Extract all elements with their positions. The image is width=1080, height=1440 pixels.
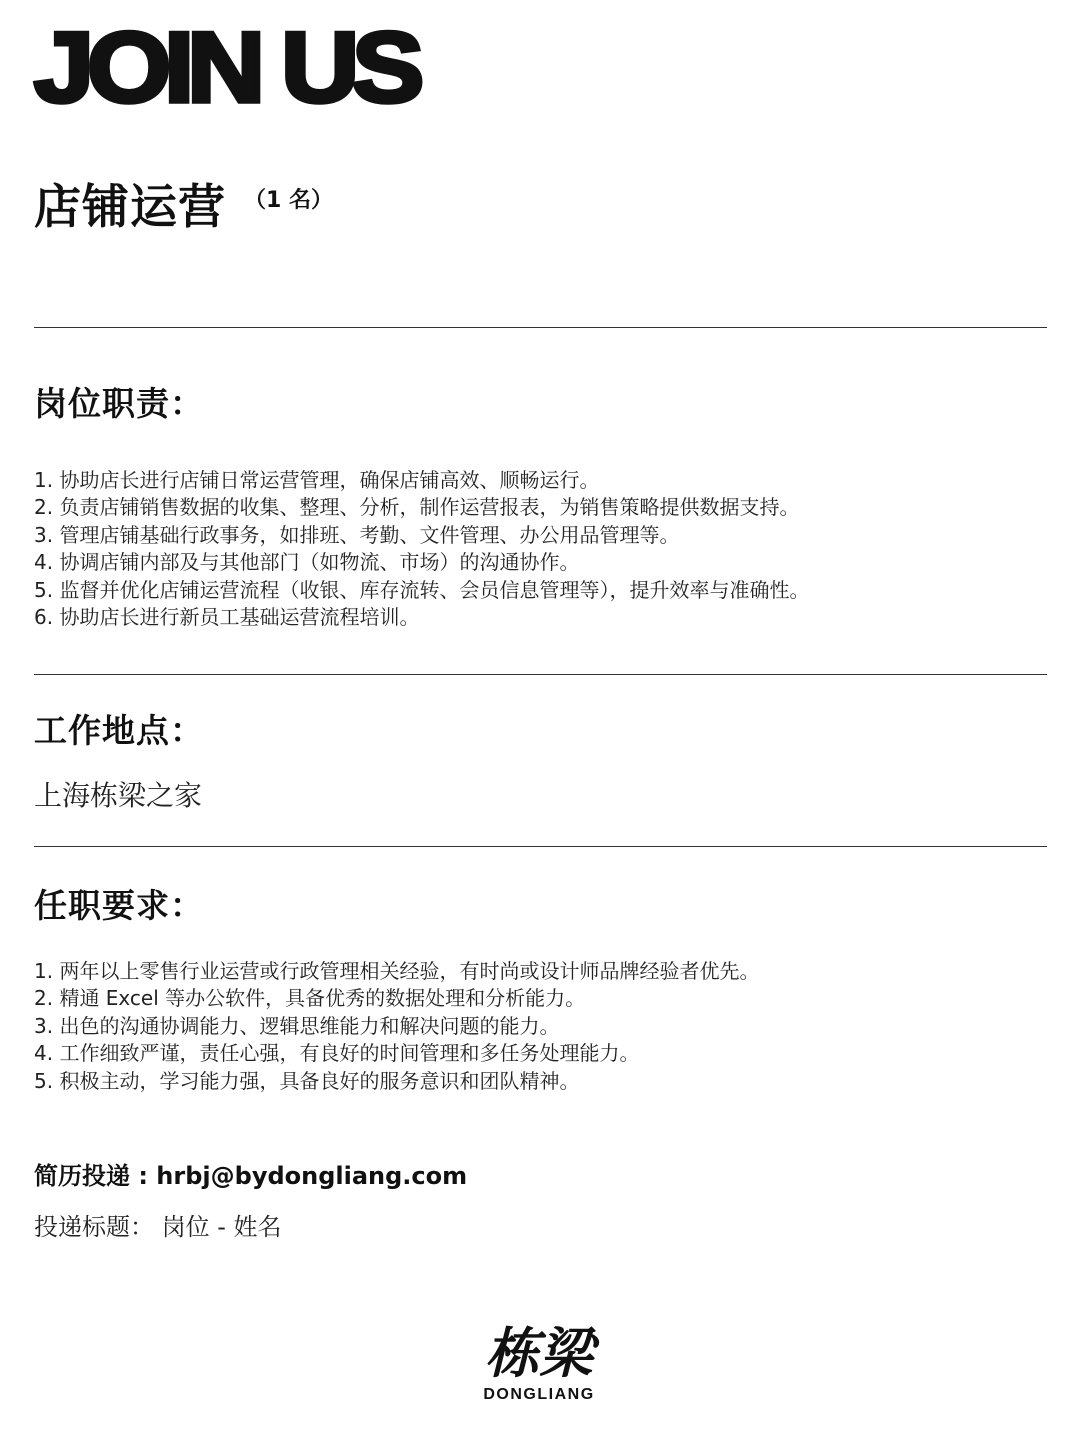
logo-chinese: 栋梁	[485, 1321, 593, 1385]
responsibilities-heading: 岗位职责：	[34, 384, 204, 423]
list-item: 4. 协调店铺内部及与其他部门（如物流、市场）的沟通协作。	[34, 550, 580, 575]
list-item: 5. 积极主动，学习能力强，具备良好的服务意识和团队精神。	[34, 1068, 580, 1093]
list-item: 6. 协助店长进行新员工基础运营流程培训。	[34, 605, 420, 630]
resume-email[interactable]: 简历投递 : hrbj@bydongliang.com	[34, 1162, 468, 1190]
email-subject-format: 投递标题： 岗位 - 姓名	[34, 1213, 282, 1241]
responsibilities-list	[34, 467, 1047, 631]
dongliang-logo	[474, 1321, 604, 1404]
list-item: 3. 管理店铺基础行政事务，如排班、考勤、文件管理、办公用品管理等。	[34, 522, 680, 547]
job-count: （1 名）	[244, 188, 333, 213]
list-item: 5. 监督并优化店铺运营流程（收银、库存流转、会员信息管理等），提升效率与准确性。	[34, 577, 810, 602]
location-heading: 工作地点：	[34, 711, 204, 750]
job-posting	[34, 0, 1047, 1440]
location-value: 上海栋梁之家	[34, 779, 203, 812]
list-item: 1. 两年以上零售行业运营或行政管理相关经验，有时尚或设计师品牌经验者优先。	[34, 959, 760, 983]
requirements-list	[34, 958, 1047, 1095]
list-item: 3. 出色的沟通协调能力、逻辑思维能力和解决问题的能力。	[34, 1013, 560, 1038]
list-item: 4. 工作细致严谨，责任心强，有良好的时间管理和多任务处理能力。	[34, 1041, 640, 1066]
job-heading	[34, 170, 333, 237]
requirements-heading: 任职要求：	[34, 886, 204, 925]
hero-title: JOIN US	[34, 11, 418, 123]
list-item: 2. 负责店铺销售数据的收集、整理、分析，制作运营报表，为销售策略提供数据支持。	[34, 495, 800, 520]
list-item: 1. 协助店长进行店铺日常运营管理，确保店铺高效、顺畅运行。	[34, 468, 600, 492]
divider-2	[34, 674, 1047, 675]
job-title: 店铺运营	[34, 180, 226, 235]
logo-english: DONGLIANG	[483, 1386, 595, 1403]
list-item: 2. 精通 Excel 等办公软件，具备优秀的数据处理和分析能力。	[34, 986, 586, 1011]
divider-3	[34, 846, 1047, 847]
divider-1	[34, 327, 1047, 328]
